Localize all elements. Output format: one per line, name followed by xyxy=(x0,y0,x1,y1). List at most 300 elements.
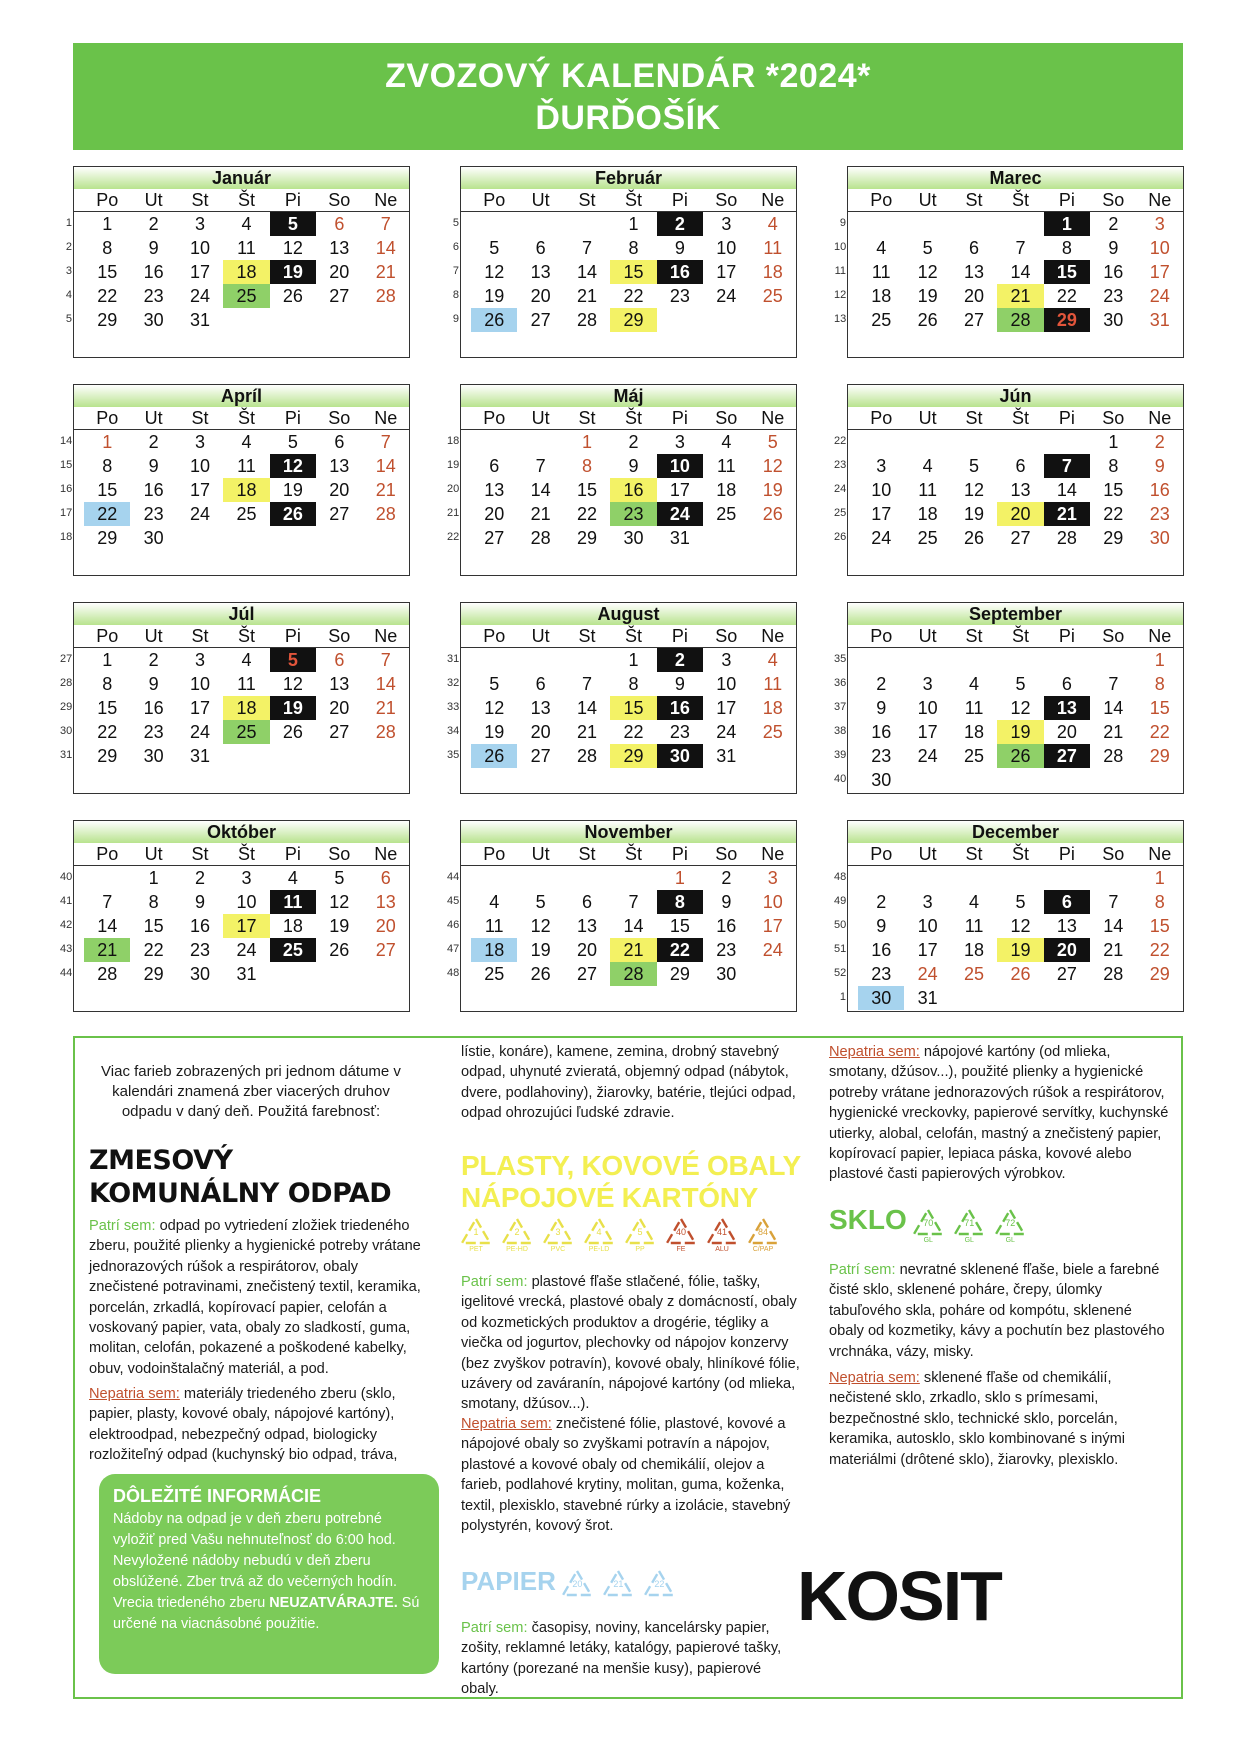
day-cell: 18 xyxy=(223,696,269,720)
weekday-header: So xyxy=(1090,189,1136,212)
week-spacer xyxy=(74,454,84,478)
day-cell xyxy=(1090,648,1136,673)
day-cell: 8 xyxy=(1154,673,1165,694)
week-row xyxy=(848,430,1183,455)
week-row xyxy=(461,236,796,260)
week-spacer xyxy=(461,672,471,696)
day-cell: 14 xyxy=(1056,479,1077,500)
weekday-header: So xyxy=(703,407,749,430)
week-spacer xyxy=(74,502,84,526)
weekday-header: Ut xyxy=(130,843,176,866)
day-cell xyxy=(951,430,997,455)
zmesovy-nepatri-text: materiály triedeného zberu (sklo, papier, plasty, kovové obaly, nápojové kartóny), elektroodpad, nebezpečný odpad, biologicky rozložiteľný odpad (kuchynský bio odpad, tráva, xyxy=(89,1386,398,1464)
day-cell: 29 xyxy=(577,527,598,548)
day-cell: 18 xyxy=(762,261,783,282)
week-row xyxy=(74,478,409,502)
weekday-header: So xyxy=(316,843,362,866)
day-cell: 27 xyxy=(1056,963,1077,984)
day-cell xyxy=(223,526,269,550)
recycle-triangle-icon xyxy=(993,1207,1031,1245)
day-cell xyxy=(84,866,130,891)
title-line1: ZVOZOVÝ KALENDÁR *2024* xyxy=(385,57,871,95)
day-cell: 29 xyxy=(97,527,118,548)
day-cell: 24 xyxy=(190,503,211,524)
day-cell: 13 xyxy=(577,915,598,936)
day-cell: 22 xyxy=(1103,503,1124,524)
day-cell: 1 xyxy=(1154,867,1165,888)
weekday-header: Ne xyxy=(363,625,409,648)
recycle-code-number: 71 xyxy=(964,1218,975,1229)
weekday-header: So xyxy=(1090,625,1136,648)
day-cell: 16 xyxy=(657,260,703,284)
day-cell xyxy=(1137,768,1183,792)
day-cell: 23 xyxy=(871,745,892,766)
day-cell: 22 xyxy=(1149,721,1170,742)
recycle-code-number: 2 xyxy=(514,1227,520,1237)
weekday-header: Št xyxy=(610,407,656,430)
day-cell: 30 xyxy=(1149,527,1170,548)
week-number: 25 xyxy=(834,507,847,519)
week-row xyxy=(848,986,1183,1010)
recycle-triangle-icon xyxy=(582,1216,620,1251)
day-cell: 17 xyxy=(917,939,938,960)
weekday-header: So xyxy=(316,189,362,212)
day-cell: 23 xyxy=(716,939,737,960)
day-cell: 27 xyxy=(530,745,551,766)
week-spacer xyxy=(848,454,858,478)
day-cell: 23 xyxy=(1149,503,1170,524)
week-row xyxy=(461,938,796,962)
day-cell: 10 xyxy=(1149,237,1170,258)
month-name: December xyxy=(848,821,1183,843)
week-spacer xyxy=(74,672,84,696)
day-cell: 3 xyxy=(922,891,933,912)
week-number: 48 xyxy=(834,871,847,883)
weekday-header: So xyxy=(1090,407,1136,430)
weekday-header: St xyxy=(951,625,997,648)
week-spacer xyxy=(848,260,858,284)
weekday-header: Št xyxy=(610,189,656,212)
day-cell: 5 xyxy=(1015,891,1026,912)
day-cell: 1 xyxy=(102,213,113,234)
day-cell: 26 xyxy=(762,503,783,524)
day-cell: 12 xyxy=(1010,915,1031,936)
week-spacer xyxy=(461,696,471,720)
week-spacer xyxy=(461,212,471,237)
recycle-code-number: 5 xyxy=(637,1227,643,1237)
week-row xyxy=(461,454,796,478)
weekday-header: So xyxy=(316,625,362,648)
week-spacer xyxy=(848,986,858,1010)
day-cell xyxy=(177,526,223,550)
day-cell: 19 xyxy=(997,720,1043,744)
day-cell xyxy=(270,526,316,550)
week-number: 50 xyxy=(834,919,847,931)
month-calendar-9 xyxy=(60,820,410,1012)
recycle-code-label: GL xyxy=(923,1237,933,1245)
day-cell: 2 xyxy=(195,867,206,888)
day-cell: 19 xyxy=(270,696,316,720)
day-cell: 9 xyxy=(1108,237,1119,258)
day-cell: 5 xyxy=(767,431,778,452)
week-spacer xyxy=(74,260,84,284)
day-cell: 7 xyxy=(582,237,593,258)
day-cell: 25 xyxy=(917,527,938,548)
day-cell: 6 xyxy=(969,237,980,258)
day-cell xyxy=(904,648,950,673)
week-row xyxy=(74,914,409,938)
day-cell: 29 xyxy=(669,963,690,984)
day-cell: 31 xyxy=(917,987,938,1008)
day-cell: 10 xyxy=(917,697,938,718)
month-name: August xyxy=(461,603,796,625)
day-cell: 15 xyxy=(1044,260,1090,284)
week-col-header xyxy=(74,407,84,430)
day-cell: 4 xyxy=(767,213,778,234)
zmesovy-patri-text: odpad po vytriedení zložiek triedeného zberu, použité plienky a hygienické potreby vrátane jednorazových rúšok a respirátorov, obaly znečistené potravinami, znečistený textil, keramika, porcelán, zrkadlá, kopírovací papier, celofán a voskovaný papier, vata, obaly zo sladkostí, guma, molitan, celofán, pokazené a poškodené kabelky, obuv, vodoinštalačný materiál, a pod. xyxy=(89,1218,421,1377)
day-cell: 8 xyxy=(102,237,113,258)
day-cell: 18 xyxy=(964,939,985,960)
week-row xyxy=(461,696,796,720)
day-cell: 8 xyxy=(1154,891,1165,912)
day-cell: 11 xyxy=(270,890,316,914)
day-cell: 6 xyxy=(380,867,391,888)
day-cell xyxy=(657,308,703,332)
day-cell xyxy=(270,962,316,986)
kosit-logo xyxy=(797,1556,1001,1636)
intro-text: Viac farieb zobrazených pri jednom dátume v kalendári znamená zber viacerých druhov odpadu v daný deň. Použitá farebnosť: xyxy=(101,1063,401,1120)
day-cell: 29 xyxy=(1103,527,1124,548)
weekday-header: So xyxy=(1090,843,1136,866)
week-row xyxy=(461,478,796,502)
day-cell: 14 xyxy=(577,697,598,718)
day-cell: 22 xyxy=(1149,939,1170,960)
week-spacer xyxy=(848,236,858,260)
day-cell: 31 xyxy=(669,527,690,548)
day-cell: 15 xyxy=(143,915,164,936)
day-cell xyxy=(1090,866,1136,891)
day-cell: 28 xyxy=(1103,745,1124,766)
week-row xyxy=(848,768,1183,792)
week-row xyxy=(848,478,1183,502)
week-spacer xyxy=(848,526,858,550)
weekday-header: Ne xyxy=(750,407,796,430)
weekday-header: Po xyxy=(84,189,130,212)
day-cell: 2 xyxy=(1108,213,1119,234)
week-row xyxy=(461,284,796,308)
week-number: 31 xyxy=(60,749,73,761)
day-cell: 11 xyxy=(237,237,256,258)
weekday-header: Ne xyxy=(363,843,409,866)
day-cell: 20 xyxy=(329,697,350,718)
week-row xyxy=(848,236,1183,260)
day-cell: 6 xyxy=(1044,890,1090,914)
day-cell xyxy=(951,768,997,792)
week-row xyxy=(848,696,1183,720)
week-col-header xyxy=(848,407,858,430)
recycle-code-number: 1 xyxy=(473,1227,479,1237)
day-cell: 3 xyxy=(1154,213,1165,234)
day-cell: 22 xyxy=(623,721,644,742)
day-cell: 23 xyxy=(190,939,211,960)
weekday-header: Pi xyxy=(1044,843,1090,866)
weekday-header: Št xyxy=(223,189,269,212)
day-cell: 21 xyxy=(1044,502,1090,526)
day-cell: 12 xyxy=(484,697,505,718)
week-spacer xyxy=(848,914,858,938)
weekday-header: St xyxy=(564,843,610,866)
weekday-header: Ut xyxy=(130,407,176,430)
day-cell xyxy=(363,962,409,986)
zmesovy-nepatri xyxy=(89,1384,429,1466)
sklo-patri xyxy=(829,1260,1169,1362)
recycle-triangle-icon xyxy=(664,1216,702,1251)
week-row xyxy=(461,212,796,237)
day-cell xyxy=(858,430,904,455)
plasty-nepatri-text: znečistené fólie, plastové, kovové a nápojové obaly so zvyškami potravín a nápojov, plastové a kovové obaly od chemikálií, olejov a farieb, podlahové krytiny, molitan, guma, koženka, textil, plexisklo, stavebné rúrky a izolácie, stavebný polystyrén, kovový šrot. xyxy=(461,1416,791,1535)
week-row xyxy=(848,308,1183,332)
week-number: 2 xyxy=(65,241,72,253)
day-cell: 7 xyxy=(1108,891,1119,912)
week-number: 3 xyxy=(65,265,72,277)
plasty-nepatri xyxy=(461,1414,801,1536)
day-cell: 12 xyxy=(917,261,938,282)
day-cell: 30 xyxy=(871,769,892,790)
day-cell: 24 xyxy=(762,939,783,960)
week-number: 44 xyxy=(60,967,73,979)
day-cell: 6 xyxy=(582,891,593,912)
papier-patri-text: časopisy, noviny, kancelársky papier, zošity, reklamné letáky, katalógy, papierové tašky, kartóny (porezané na menšie kusy), papierové obaly. xyxy=(461,1620,782,1698)
week-number: 1 xyxy=(65,217,72,229)
week-number: 12 xyxy=(834,289,847,301)
day-cell: 15 xyxy=(669,915,690,936)
day-cell: 8 xyxy=(628,237,639,258)
week-spacer xyxy=(74,284,84,308)
day-cell: 31 xyxy=(190,309,211,330)
recycle-triangle-icon xyxy=(623,1216,661,1251)
week-row xyxy=(848,962,1183,986)
day-cell xyxy=(610,866,656,891)
week-row xyxy=(848,212,1183,237)
week-spacer xyxy=(74,720,84,744)
week-number: 35 xyxy=(834,653,847,665)
day-cell: 19 xyxy=(917,285,938,306)
day-cell: 11 xyxy=(964,697,984,718)
day-cell: 11 xyxy=(237,455,256,476)
week-spacer xyxy=(74,308,84,332)
day-cell: 25 xyxy=(871,309,892,330)
day-cell: 17 xyxy=(716,697,737,718)
week-number: 8 xyxy=(452,289,459,301)
day-cell xyxy=(517,648,563,673)
day-cell: 13 xyxy=(375,891,396,912)
week-number: 52 xyxy=(834,967,847,979)
week-spacer xyxy=(461,962,471,986)
week-spacer xyxy=(74,866,84,891)
week-number: 13 xyxy=(834,313,847,325)
week-row xyxy=(461,866,796,891)
week-row xyxy=(74,866,409,891)
week-number: 16 xyxy=(60,483,73,495)
day-cell: 18 xyxy=(871,285,892,306)
day-cell xyxy=(951,212,997,237)
day-cell: 7 xyxy=(380,213,391,234)
day-cell: 26 xyxy=(530,963,551,984)
week-spacer xyxy=(461,744,471,768)
weekday-header: Pi xyxy=(270,407,316,430)
day-cell xyxy=(517,866,563,891)
sklo-recycle-icons xyxy=(911,1216,1034,1245)
week-row xyxy=(848,890,1183,914)
day-cell: 24 xyxy=(871,527,892,548)
day-cell: 9 xyxy=(628,455,639,476)
week-number: 17 xyxy=(60,507,73,519)
day-cell: 21 xyxy=(84,938,130,962)
week-row xyxy=(461,502,796,526)
day-cell: 18 xyxy=(223,260,269,284)
week-spacer xyxy=(848,962,858,986)
week-col-header xyxy=(848,189,858,212)
month-name: September xyxy=(848,603,1183,625)
week-spacer xyxy=(461,430,471,455)
week-row xyxy=(848,720,1183,744)
day-cell: 15 xyxy=(1149,697,1170,718)
day-cell: 23 xyxy=(143,285,164,306)
day-cell xyxy=(1044,768,1090,792)
week-spacer xyxy=(461,938,471,962)
week-spacer xyxy=(461,284,471,308)
day-cell: 16 xyxy=(871,939,892,960)
day-cell: 20 xyxy=(1056,721,1077,742)
day-cell xyxy=(750,744,796,768)
week-number: 15 xyxy=(60,459,73,471)
day-cell: 14 xyxy=(530,479,551,500)
week-row xyxy=(74,236,409,260)
day-cell: 29 xyxy=(97,745,118,766)
week-number: 46 xyxy=(447,919,460,931)
week-number: 45 xyxy=(447,895,460,907)
day-cell: 6 xyxy=(1061,673,1072,694)
day-cell: 25 xyxy=(270,938,316,962)
week-spacer xyxy=(848,938,858,962)
month-name: Apríl xyxy=(74,385,409,407)
day-cell: 29 xyxy=(1149,745,1170,766)
day-cell: 4 xyxy=(287,867,298,888)
day-cell: 4 xyxy=(876,237,887,258)
day-cell: 16 xyxy=(871,721,892,742)
recycle-triangle-icon xyxy=(459,1216,497,1251)
important-info-box xyxy=(99,1474,439,1674)
week-row xyxy=(74,502,409,526)
day-cell: 4 xyxy=(721,431,732,452)
week-row xyxy=(74,284,409,308)
day-cell: 20 xyxy=(530,721,551,742)
day-cell: 19 xyxy=(964,503,985,524)
week-number: 36 xyxy=(834,677,847,689)
week-spacer xyxy=(74,526,84,550)
day-cell: 10 xyxy=(917,915,938,936)
recycle-code-number: 3 xyxy=(555,1227,561,1237)
kosit-logo-text: KOSIT xyxy=(797,1557,1001,1635)
week-number: 37 xyxy=(834,701,847,713)
day-cell xyxy=(517,430,563,455)
day-cell: 30 xyxy=(190,963,211,984)
day-cell: 10 xyxy=(762,891,783,912)
day-cell xyxy=(270,308,316,332)
plasty-patri-text: plastové fľaše stlačené, fólie, tašky, igelitové vrecká, plastové obaly z domácností, obaly od kozmetických produktov a drogérie, tégliky a viečka od jogurtov, plechovky od nápojov konzervy (bez zvyškov potravín), kovové obaly, hliníkové fólie, uzávery od zaváranín, nápojové kartóny (od mlieka, smotany, džúsov...). xyxy=(461,1274,800,1413)
day-cell: 19 xyxy=(282,479,303,500)
month-calendar-0 xyxy=(65,166,410,358)
day-cell: 25 xyxy=(223,284,269,308)
week-number: 27 xyxy=(60,653,73,665)
day-cell: 4 xyxy=(489,891,500,912)
week-col-header xyxy=(848,843,858,866)
weekday-header: Ut xyxy=(904,843,950,866)
week-number: 9 xyxy=(452,313,459,325)
weekday-header: St xyxy=(564,407,610,430)
day-cell: 23 xyxy=(1103,285,1124,306)
day-cell: 31 xyxy=(1149,309,1170,330)
day-cell: 17 xyxy=(871,503,892,524)
day-cell: 10 xyxy=(657,454,703,478)
week-number: 32 xyxy=(447,677,460,689)
day-cell: 30 xyxy=(143,527,164,548)
week-spacer xyxy=(848,478,858,502)
week-number: 20 xyxy=(447,483,460,495)
week-spacer xyxy=(461,648,471,673)
week-spacer xyxy=(461,502,471,526)
day-cell: 3 xyxy=(767,867,778,888)
month-name: Marec xyxy=(848,167,1183,189)
day-cell xyxy=(316,744,362,768)
day-cell xyxy=(858,648,904,673)
day-cell xyxy=(951,648,997,673)
day-cell: 10 xyxy=(716,237,737,258)
day-cell: 17 xyxy=(762,915,783,936)
week-spacer xyxy=(848,744,858,768)
week-row xyxy=(461,962,796,986)
day-cell: 20 xyxy=(329,261,350,282)
day-cell: 2 xyxy=(1154,431,1165,452)
day-cell: 11 xyxy=(716,455,736,476)
day-cell: 27 xyxy=(375,939,396,960)
day-cell: 30 xyxy=(143,309,164,330)
month-calendar-7 xyxy=(447,602,797,794)
recycle-triangle-icon xyxy=(541,1216,579,1251)
week-spacer xyxy=(461,720,471,744)
weekday-header: Pi xyxy=(657,189,703,212)
day-cell: 5 xyxy=(969,455,980,476)
week-number: 1 xyxy=(839,991,846,1003)
day-cell: 15 xyxy=(97,697,118,718)
day-cell xyxy=(997,768,1043,792)
week-spacer xyxy=(74,744,84,768)
week-spacer xyxy=(74,962,84,986)
weekday-header: St xyxy=(951,843,997,866)
sklo-nepatri xyxy=(829,1368,1169,1470)
day-cell: 17 xyxy=(1149,261,1170,282)
day-cell: 21 xyxy=(375,479,396,500)
day-cell: 6 xyxy=(535,237,546,258)
weekday-header: Pi xyxy=(657,625,703,648)
day-cell: 16 xyxy=(716,915,737,936)
day-cell: 10 xyxy=(716,673,737,694)
day-cell: 27 xyxy=(329,503,350,524)
day-cell: 27 xyxy=(329,285,350,306)
day-cell: 28 xyxy=(375,285,396,306)
day-cell: 3 xyxy=(195,431,206,452)
day-cell: 17 xyxy=(917,721,938,742)
